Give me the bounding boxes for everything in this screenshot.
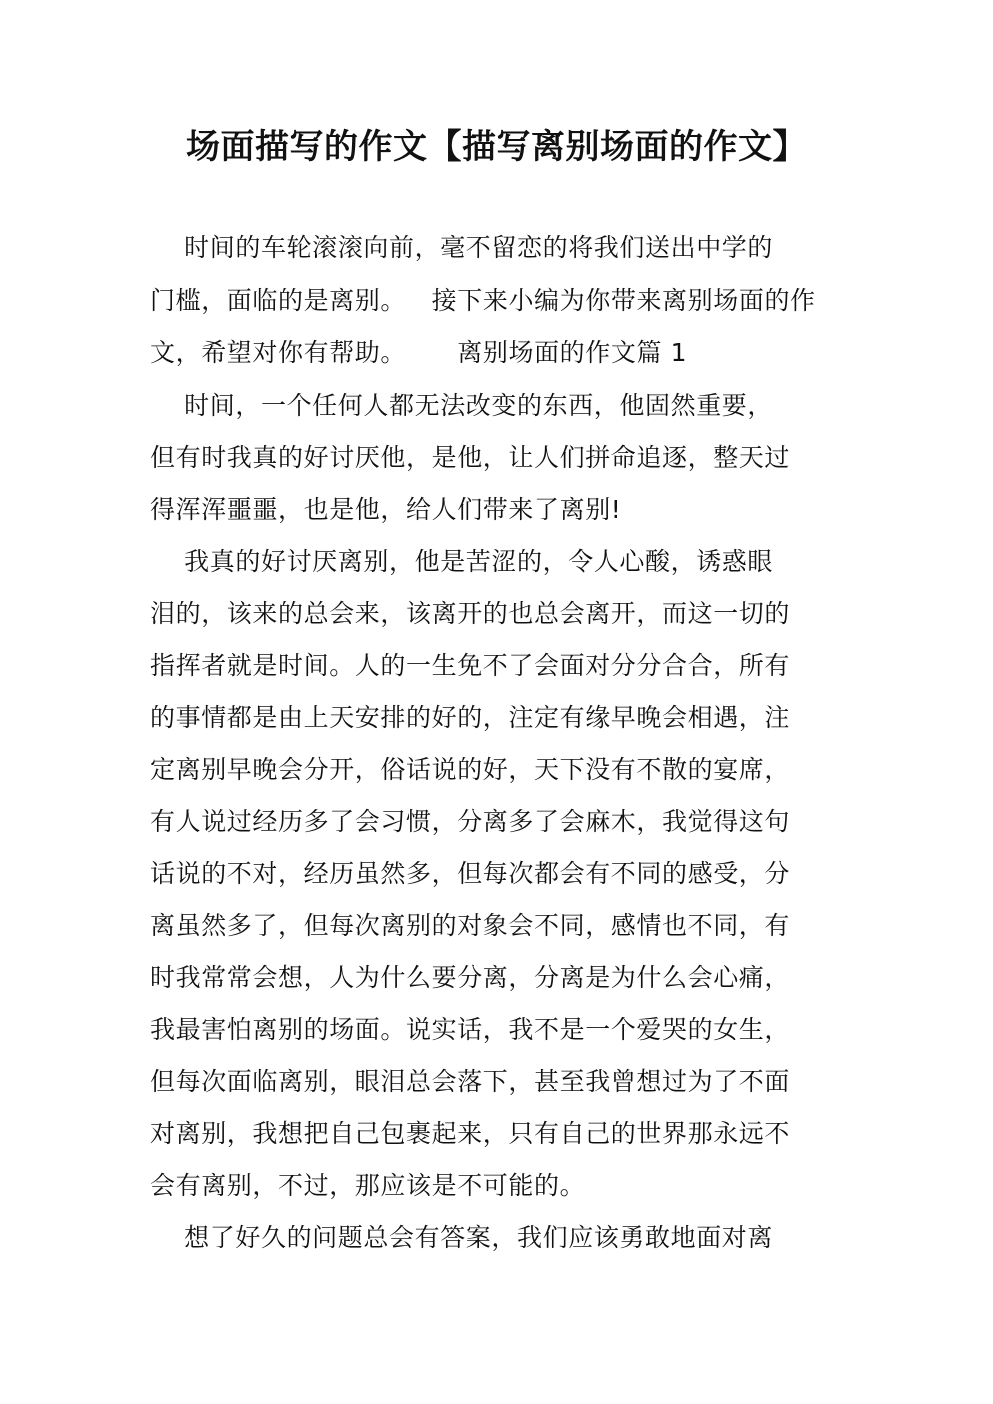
text-line: 得浑浑噩噩，也是他，给人们带来了离别!	[150, 495, 622, 524]
text-line: 离虽然多了，但每次离别的对象会不同，感情也不同，有	[150, 911, 791, 940]
text-line: 想了好久的问题总会有答案，我们应该勇敢地面对离	[150, 1223, 773, 1252]
text-line: 时间，一个任何人都无法改变的东西，他固然重要，	[150, 391, 773, 420]
text-line: 我最害怕离别的场面。说实话，我不是一个爱哭的女生，	[150, 1015, 791, 1044]
text-line: 时间的车轮滚滚向前，毫不留恋的将我们送出中学的	[150, 233, 773, 262]
text-line: 门槛，面临的是离别。 接下来小编为你带来离别场面的作	[150, 286, 816, 315]
text-line: 话说的不对，经历虽然多，但每次都会有不同的感受，分	[150, 859, 791, 888]
text-line: 但有时我真的好讨厌他，是他，让人们拼命追逐，整天过	[150, 443, 791, 472]
text-line: 对离别，我想把自己包裹起来，只有自己的世界那永远不	[150, 1119, 791, 1148]
text-line: 定离别早晚会分开，俗话说的好，天下没有不散的宴席，	[150, 755, 791, 784]
text-line: 有人说过经历多了会习惯，分离多了会麻木，我觉得这句	[150, 807, 791, 836]
text-line: 文，希望对你有帮助。 离别场面的作文篇 1	[150, 338, 688, 367]
text-line: 指挥者就是时间。人的一生免不了会面对分分合合，所有	[150, 651, 791, 680]
text-line: 时我常常会想，人为什么要分离，分离是为什么会心痛，	[150, 963, 791, 992]
text-line: 我真的好讨厌离别，他是苦涩的，令人心酸，诱惑眼	[150, 547, 773, 576]
text-line: 泪的，该来的总会来，该离开的也总会离开，而这一切的	[150, 599, 791, 628]
text-line: 但每次面临离别，眼泪总会落下，甚至我曾想过为了不面	[150, 1067, 791, 1096]
document-title: 场面描写的作文【描写离别场面的作文】	[186, 127, 807, 167]
text-line: 的事情都是由上天安排的好的，注定有缘早晚会相遇，注	[150, 703, 791, 732]
text-line: 会有离别，不过，那应该是不可能的。	[150, 1171, 586, 1200]
